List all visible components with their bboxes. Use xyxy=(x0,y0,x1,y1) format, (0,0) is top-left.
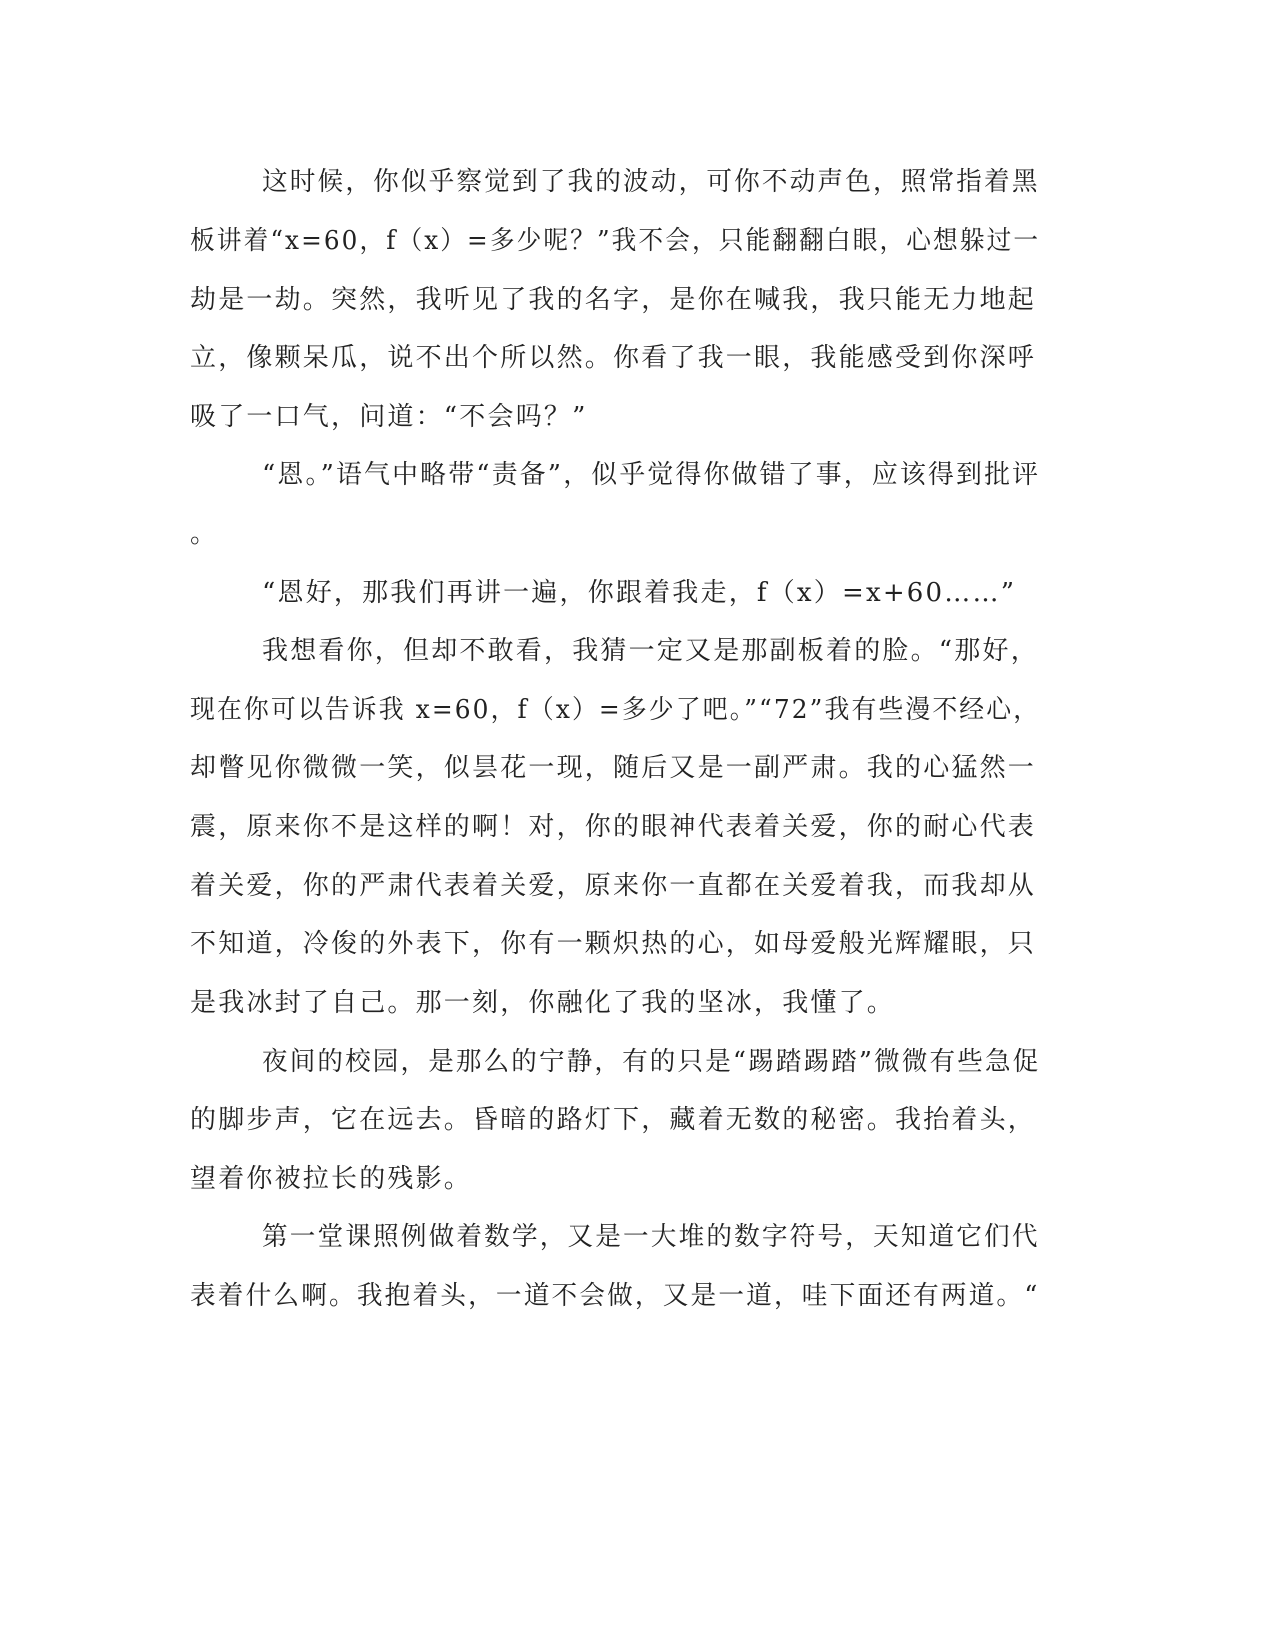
text-line: 立，像颗呆瓜，说不出个所以然。你看了我一眼，我能感受到你深呼 xyxy=(190,343,1037,373)
text-line: “恩好，那我们再讲一遍，你跟着我走，f（x）=x+60……” xyxy=(262,578,1017,608)
text-line: 。 xyxy=(190,519,219,549)
text-line: 我想看你，但却不敢看，我猜一定又是那副板着的脸。“那好， xyxy=(262,636,1039,666)
text-line: 的脚步声，它在远去。昏暗的路灯下，藏着无数的秘密。我抬着头， xyxy=(190,1105,1037,1135)
text-line: 现在你可以告诉我 x=60，f（x）=多少了吧。”“72”我有些漫不经心， xyxy=(190,695,1041,725)
text-line: 夜间的校园，是那么的宁静，有的只是“踢踏踢踏”微微有些急促 xyxy=(262,1047,1041,1077)
text-line: 吸了一口气，问道：“不会吗？” xyxy=(190,402,588,432)
text-line: 不知道，冷俊的外表下，你有一颗炽热的心，如母爱般光辉耀眼，只 xyxy=(190,929,1037,959)
text-line: 板讲着“x=60，f（x）=多少呢？”我不会，只能翻翻白眼，心想躲过一 xyxy=(190,226,1041,256)
text-line: 表着什么啊。我抱着头，一道不会做，又是一道，哇下面还有两道。“ xyxy=(190,1281,1040,1311)
text-line: 震，原来你不是这样的啊！对，你的眼神代表着关爱，你的耐心代表 xyxy=(190,812,1037,842)
text-line: 是我冰封了自己。那一刻，你融化了我的坚冰，我懂了。 xyxy=(190,988,896,1018)
text-line: 这时候，你似乎察觉到了我的波动，可你不动声色，照常指着黑 xyxy=(262,167,1040,197)
text-line: 着关爱，你的严肃代表着关爱，原来你一直都在关爱着我，而我却从 xyxy=(190,871,1037,901)
text-line: 望着你被拉长的残影。 xyxy=(190,1164,473,1194)
text-line: 第一堂课照例做着数学，又是一大堆的数字符号，天知道它们代 xyxy=(262,1222,1040,1252)
text-line: “恩。”语气中略带“责备”，似乎觉得你做错了事，应该得到批评 xyxy=(262,460,1041,490)
text-line: 却瞥见你微微一笑，似昙花一现，随后又是一副严肃。我的心猛然一 xyxy=(190,753,1037,783)
text-line: 劫是一劫。突然，我听见了我的名字，是你在喊我，我只能无力地起 xyxy=(190,285,1037,315)
